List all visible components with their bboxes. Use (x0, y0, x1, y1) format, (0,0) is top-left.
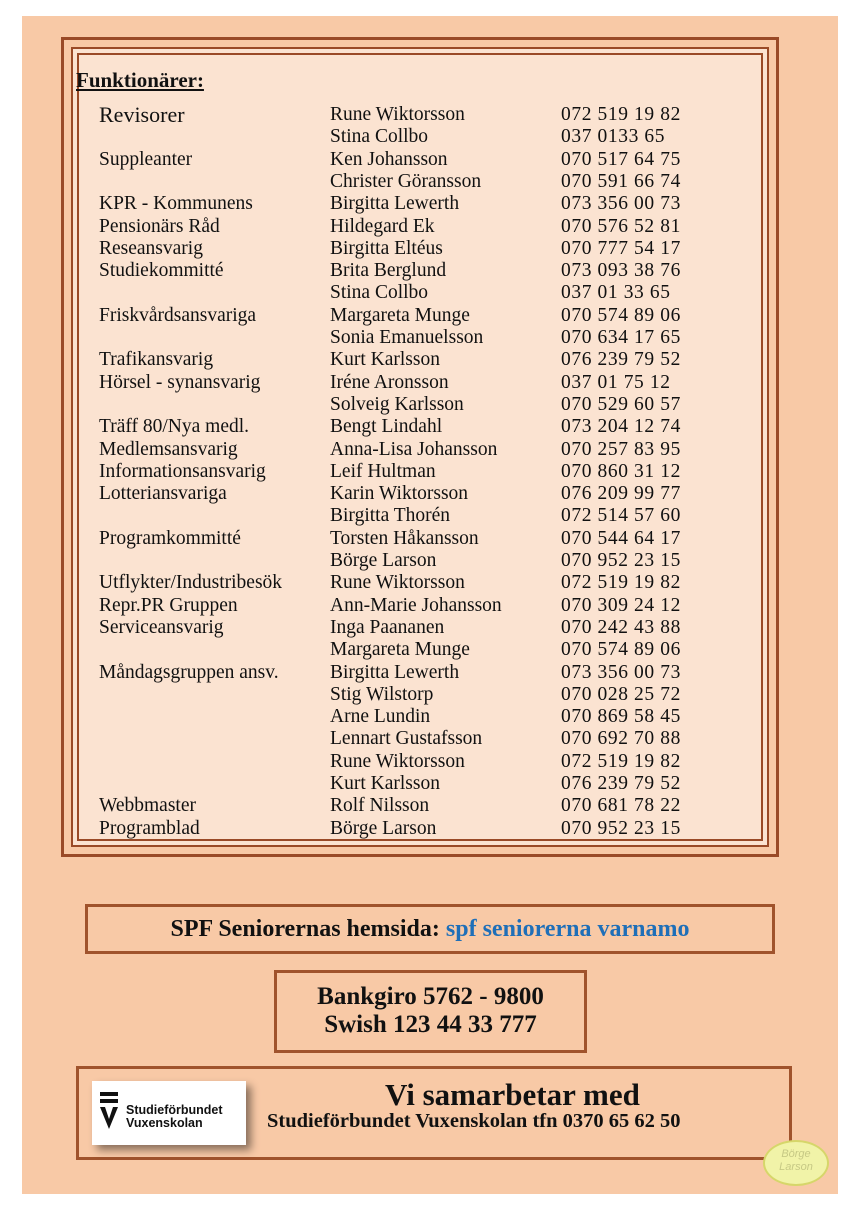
official-row (0, 639, 860, 661)
official-phone: 073 356 00 73 (561, 193, 681, 215)
official-row (0, 327, 860, 349)
official-phone: 073 356 00 73 (561, 661, 681, 683)
official-role: Pensionärs Råd (99, 215, 220, 237)
official-name: Börge Larson (330, 817, 437, 839)
official-row (0, 260, 860, 282)
official-row (0, 104, 860, 126)
official-role: Programblad (99, 817, 200, 839)
vuxenskolan-logo (92, 1081, 246, 1145)
official-name: Rolf Nilsson (330, 795, 430, 817)
official-name: Margareta Munge (330, 304, 470, 326)
official-phone: 073 093 38 76 (561, 260, 681, 282)
official-phone: 070 028 25 72 (561, 683, 681, 705)
official-role: Studiekommitté (99, 260, 224, 282)
vuxenskolan-logo-icon (98, 1089, 124, 1137)
official-name: Kurt Karlsson (330, 773, 440, 794)
official-phone: 070 869 58 45 (561, 706, 681, 728)
official-row (0, 394, 860, 416)
official-role: Repr.PR Gruppen (99, 594, 238, 616)
official-phone: 076 239 79 52 (561, 349, 681, 371)
official-row (0, 818, 860, 840)
bankgiro-text: Bankgiro 5762 - 9800 (317, 983, 544, 1010)
official-row (0, 528, 860, 550)
official-name: Birgitta Lewerth (330, 661, 460, 683)
official-row (0, 684, 860, 706)
official-row (0, 282, 860, 304)
signature-badge (763, 1140, 829, 1186)
official-row (0, 193, 860, 215)
official-phone: 070 860 31 12 (561, 460, 681, 482)
official-role: KPR - Kommunens (99, 193, 253, 215)
official-name: Brita Berglund (330, 260, 447, 282)
official-name: Torsten Håkansson (330, 527, 479, 549)
official-phone: 037 0133 65 (561, 126, 666, 148)
official-phone: 073 204 12 74 (561, 416, 681, 438)
official-name: Stig Wilstorp (330, 683, 434, 705)
official-name: Leif Hultman (330, 460, 436, 482)
official-role: Informationsansvarig (99, 460, 266, 482)
logo-line-1: Studieförbundet (126, 1103, 223, 1117)
official-phone: 070 576 52 81 (561, 215, 681, 237)
official-row (0, 483, 860, 505)
official-row (0, 751, 860, 773)
logo-wordmark (126, 1104, 223, 1130)
official-row (0, 505, 860, 527)
official-name: Anna-Lisa Johansson (330, 438, 498, 460)
partner-box (76, 1066, 792, 1160)
official-name: Rune Wiktorsson (330, 750, 465, 772)
official-name: Ken Johansson (330, 148, 448, 170)
official-row (0, 216, 860, 238)
official-row (0, 305, 860, 327)
official-row (0, 662, 860, 684)
website-link[interactable]: spf seniorerna varnamo (445, 916, 690, 942)
partner-subtitle: Studieförbundet Vuxenskolan tfn 0370 65 62 50 (267, 1110, 681, 1132)
official-phone: 070 952 23 15 (561, 550, 681, 571)
official-name: Birgitta Thorén (330, 505, 451, 527)
official-name: Birgitta Eltéus (330, 237, 443, 259)
official-row (0, 126, 860, 148)
official-phone: 072 519 19 82 (561, 572, 681, 594)
official-name: Stina Collbo (330, 126, 429, 148)
official-phone: 076 209 99 77 (561, 483, 681, 505)
official-name: Margareta Munge (330, 639, 470, 661)
signature-line-2: Larson (779, 1161, 813, 1173)
logo-line-2: Vuxenskolan (126, 1116, 203, 1130)
official-phone: 070 634 17 65 (561, 327, 681, 348)
official-row (0, 706, 860, 728)
official-row (0, 461, 860, 483)
official-name: Kurt Karlsson (330, 349, 440, 371)
official-row (0, 595, 860, 617)
payment-box (274, 970, 587, 1053)
official-role: Medlemsansvarig (99, 438, 238, 460)
official-name: Iréne Aronsson (330, 371, 449, 393)
partner-title: Vi samarbetar med (385, 1077, 640, 1112)
official-row (0, 171, 860, 193)
official-role: Revisorer (99, 102, 185, 127)
website-box (85, 904, 775, 954)
official-row (0, 149, 860, 171)
official-row (0, 372, 860, 394)
official-phone: 070 574 89 06 (561, 639, 681, 661)
official-name: Stina Collbo (330, 282, 429, 304)
official-row (0, 439, 860, 461)
official-row (0, 795, 860, 817)
official-role: Suppleanter (99, 148, 193, 170)
official-role: Utflykter/Industribesök (99, 572, 283, 594)
official-phone: 070 529 60 57 (561, 393, 681, 415)
official-row (0, 550, 860, 572)
official-name: Karin Wiktorsson (330, 483, 469, 505)
official-row (0, 238, 860, 260)
officials-heading: Funktionärer: (76, 68, 204, 92)
official-name: Börge Larson (330, 550, 437, 571)
official-role: Hörsel - synansvarig (99, 371, 261, 393)
official-phone: 070 257 83 95 (561, 438, 681, 460)
official-name: Rune Wiktorsson (330, 572, 465, 594)
official-phone: 070 574 89 06 (561, 304, 681, 326)
official-phone: 070 681 78 22 (561, 795, 681, 817)
official-role: Träff 80/Nya medl. (99, 416, 250, 438)
official-name: Solveig Karlsson (330, 393, 464, 415)
official-phone: 070 309 24 12 (561, 594, 681, 616)
official-row (0, 728, 860, 750)
official-phone: 070 517 64 75 (561, 148, 681, 170)
official-phone: 070 952 23 15 (561, 817, 681, 839)
official-role: Lotteriansvariga (99, 483, 227, 505)
official-name: Ann-Marie Johansson (330, 594, 502, 616)
swish-text: Swish 123 44 33 777 (324, 1011, 537, 1038)
official-phone: 037 01 75 12 (561, 371, 671, 393)
official-role: Måndagsgruppen ansv. (99, 661, 279, 683)
official-name: Bengt Lindahl (330, 416, 443, 438)
official-phone: 070 544 64 17 (561, 527, 681, 549)
official-name: Lennart Gustafsson (330, 728, 483, 750)
official-phone: 070 777 54 17 (561, 237, 681, 259)
official-name: Hildegard Ek (330, 215, 435, 237)
official-name: Rune Wiktorsson (330, 104, 465, 125)
official-role: Friskvårdsansvariga (99, 304, 257, 326)
official-name: Christer Göransson (330, 170, 482, 192)
official-name: Sonia Emanuelsson (330, 327, 484, 348)
official-phone: 070 591 66 74 (561, 170, 681, 192)
official-phone: 076 239 79 52 (561, 773, 681, 794)
official-phone: 072 519 19 82 (561, 104, 681, 125)
official-role: Webbmaster (99, 795, 196, 817)
official-phone: 072 514 57 60 (561, 505, 681, 527)
official-role: Trafikansvarig (99, 349, 214, 371)
official-row (0, 773, 860, 795)
official-row (0, 617, 860, 639)
official-name: Arne Lundin (330, 706, 431, 728)
official-phone: 070 242 43 88 (561, 616, 681, 638)
official-name: Inga Paananen (330, 616, 445, 638)
website-label: SPF Seniorernas hemsida: (170, 916, 440, 942)
official-role: Reseansvarig (99, 237, 203, 259)
official-name: Birgitta Lewerth (330, 193, 460, 215)
official-phone: 072 519 19 82 (561, 750, 681, 772)
official-row (0, 572, 860, 594)
official-phone: 070 692 70 88 (561, 728, 681, 750)
signature-text (765, 1148, 827, 1174)
official-role: Programkommitté (99, 527, 241, 549)
official-row (0, 416, 860, 438)
signature-line-1: Börge (781, 1148, 811, 1160)
official-row (0, 349, 860, 371)
official-phone: 037 01 33 65 (561, 282, 671, 304)
official-role: Serviceansvarig (99, 616, 224, 638)
